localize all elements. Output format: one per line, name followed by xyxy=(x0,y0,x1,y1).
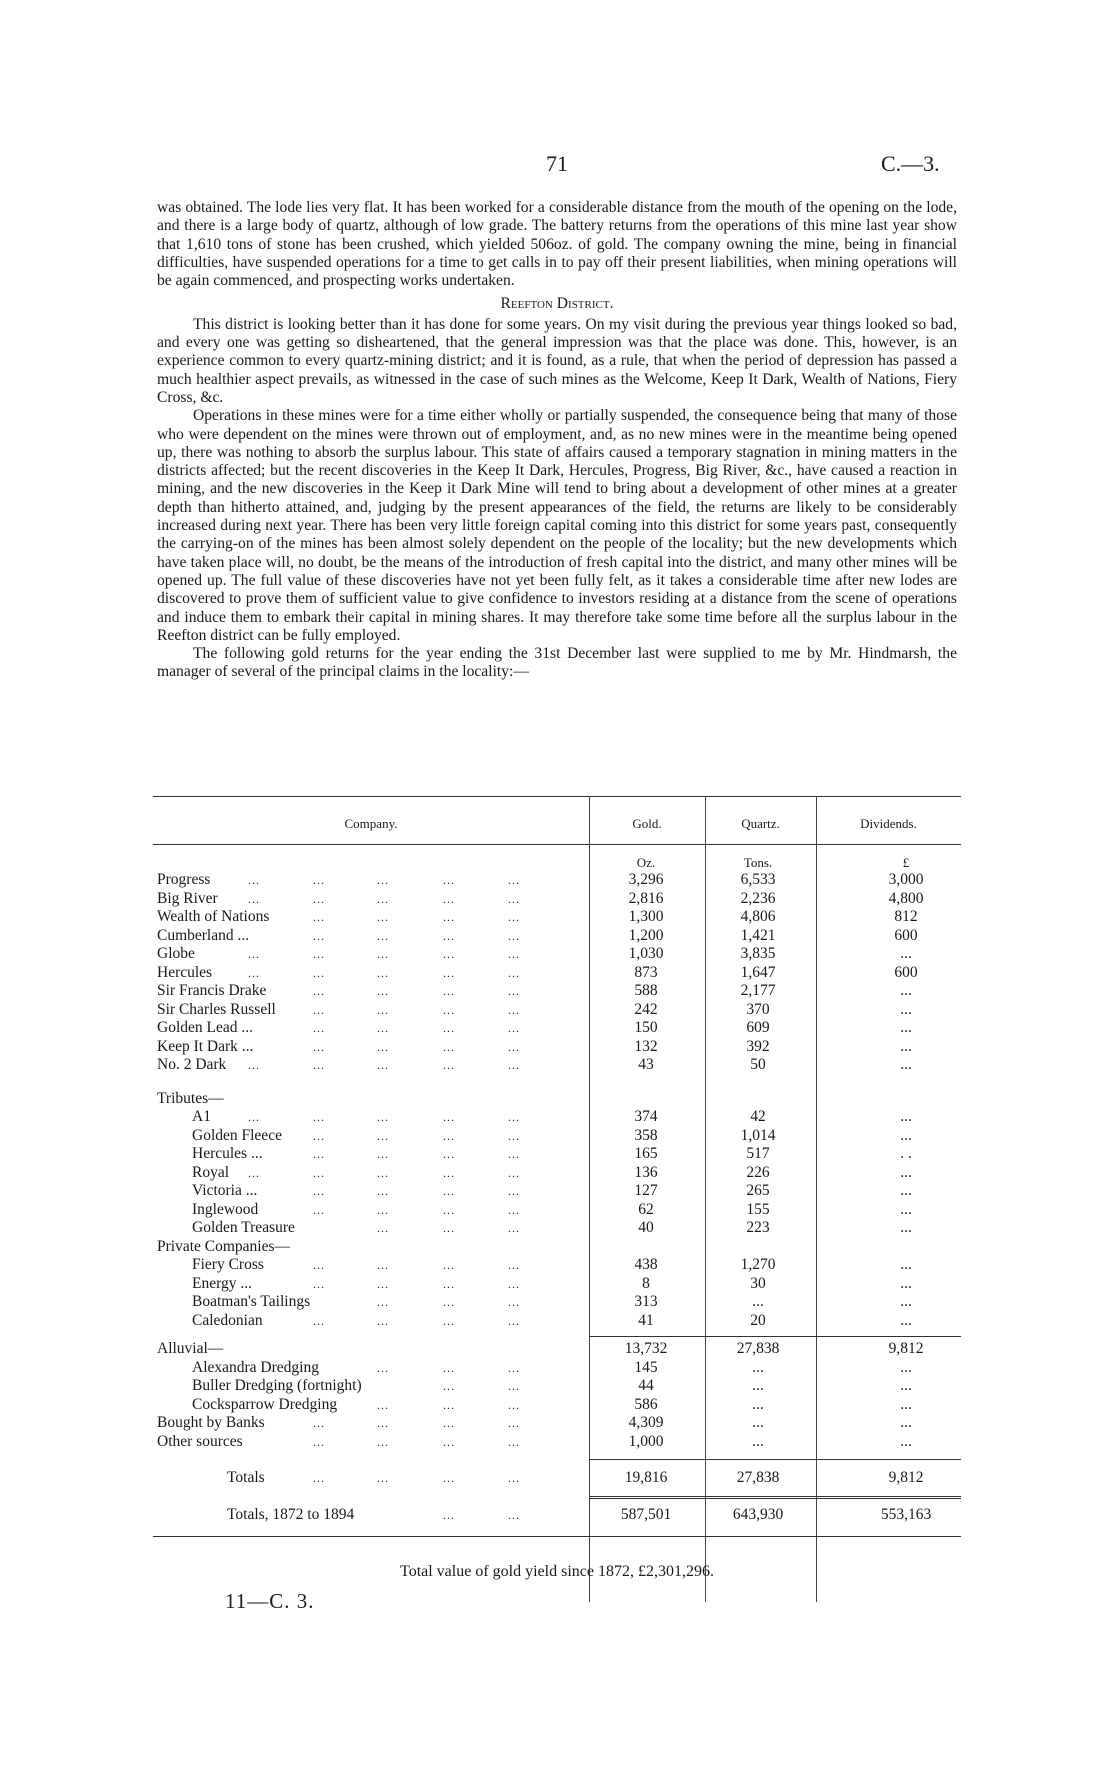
table-row: Energy ... ... ... ... ... 8 30 ... xyxy=(153,1275,961,1294)
gold-cell: 127 xyxy=(634,1182,658,1199)
gold-cell: 1,000 xyxy=(628,1432,664,1450)
gold-cell: 40 xyxy=(638,1219,654,1236)
quartz-cell: 6,533 xyxy=(740,871,776,888)
row-label: Totals xyxy=(227,1469,265,1486)
gold-cell: 873 xyxy=(634,963,658,981)
units-row xyxy=(153,854,961,873)
row-label: Private Companies— xyxy=(157,1237,291,1255)
gold-cell: 41 xyxy=(638,1311,654,1329)
row-label: Golden Lead ... xyxy=(157,1019,253,1036)
dividends-cell: 3,000 xyxy=(888,871,924,888)
row-label: Hercules xyxy=(157,963,213,981)
dividends-cell: ... xyxy=(900,1037,912,1055)
row-label: Golden Fleece xyxy=(192,1126,282,1144)
rule-line xyxy=(589,1498,961,1499)
table-row: Royal ... ... ... ... ... 136 226 ... xyxy=(153,1164,961,1183)
dividends-cell: ... xyxy=(900,1311,912,1329)
paragraph: Operations in these mines were for a time either wholly or partially suspended, the consequence being that many of those who were dependent on the mines were thrown out of employment, and, as no new mines were in the meantime being opened up, there was nothing to absorb the surplus labour. This state of affairs caused a temporary stagnation in mining matters in the districts affected; but the recent discoveries in the Keep It Dark, Hercules, Progress, Big River, &c., have caused a reaction in mining, and the new discoveries in the Keep it Dark Mine will tend to bring about a development of other mines at a greater depth than hitherto attained, and, judging by the present appearances of the field, the returns are likely to be considerably increased during next year. There has been very little foreign capital coming into this district for some years past, consequently the carrying-on of the mines has been almost solely dependent on the people of the locality; but the new developments which have taken place will, no doubt, be the means of the introduction of fresh capital into the district, and many other mines will be opened up. The full value of these discoveries have not yet been fully felt, as it takes a considerable time after new lodes are discovered to prove them of sufficient value to give confidence to investors residing at a distance from the scene of operations and induce them to embark their capital in mining shares. It may therefore take some time before all the surplus labour in the Reefton district can be fully employed. xyxy=(157,407,957,644)
table-row: Progress ... ... ... ... ... 3,296 6,533 3,000 xyxy=(153,871,961,890)
row-label: Cumberland ... xyxy=(157,926,250,944)
gold-cell: 62 xyxy=(638,1200,654,1218)
dividends-cell: ... xyxy=(900,945,912,962)
gold-cell: 4,309 xyxy=(628,1414,664,1431)
dividends-cell: 4,800 xyxy=(888,889,924,907)
row-label: Alluvial— xyxy=(157,1340,224,1357)
gold-cell: 242 xyxy=(634,1000,658,1018)
quartz-cell: 2,177 xyxy=(740,982,776,999)
gold-cell: 136 xyxy=(634,1163,658,1181)
table-row: Boatman's Tailings ... ... ... 313 ... ... xyxy=(153,1293,961,1312)
body-text xyxy=(157,199,957,682)
row-label: Big River xyxy=(157,889,218,907)
quartz-cell: 223 xyxy=(746,1219,770,1236)
row-label: Cocksparrow Dredging xyxy=(192,1395,338,1413)
table-row: Golden Fleece ... ... ... ... 358 1,014 ... xyxy=(153,1127,961,1146)
quartz-cell: 1,421 xyxy=(740,926,776,944)
paragraph: This district is looking better than it has done for some years. On my visit during the previous year things looked so bad, and every one was getting so disheartened, that the general impression was that the place was done. This, however, is an experience common to every quartz-mining district; and it is found, as a rule, that when the period of depression has passed a much healthier aspect prevails, as witnessed in the case of such mines as the Welcome, Keep It Dark, Wealth of Nations, Fiery Cross, &c. xyxy=(157,315,957,406)
table-row: Cumberland ... ... ... ... ... 1,200 1,421 600 xyxy=(153,927,961,946)
dividends-cell: . . xyxy=(900,1145,912,1162)
row-label: Inglewood xyxy=(192,1200,259,1218)
row-label: Alexandra Dredging xyxy=(192,1358,319,1376)
row-label: Hercules ... xyxy=(192,1145,263,1162)
dividends-cell: 600 xyxy=(894,926,918,944)
table-row: Keep It Dark ... ... ... ... ... 132 392 ... xyxy=(153,1038,961,1057)
quartz-cell: 27,838 xyxy=(736,1469,780,1486)
table-row: Sir Francis Drake ... ... ... ... 588 2,177 ... xyxy=(153,982,961,1001)
table-row: Totals ... ... ... ... 19,816 27,838 9,812 xyxy=(153,1469,961,1488)
table-row: Other sources ... ... ... ... 1,000 ... ... xyxy=(153,1433,961,1452)
quartz-cell: 20 xyxy=(750,1311,766,1329)
header-company: Company. xyxy=(344,816,398,831)
dividends-cell: ... xyxy=(900,1200,912,1218)
gold-cell: 132 xyxy=(634,1037,658,1055)
quartz-cell: 643,930 xyxy=(732,1505,784,1523)
table-row: Big River ... ... ... ... ... 2,816 2,236 4,800 xyxy=(153,890,961,909)
gold-cell: 43 xyxy=(638,1056,654,1073)
dividends-cell: 553,163 xyxy=(880,1505,932,1523)
quartz-cell: 392 xyxy=(746,1037,770,1055)
row-label: Tributes— xyxy=(157,1089,224,1107)
row-label: Victoria ... xyxy=(192,1182,258,1199)
row-label: Royal xyxy=(192,1163,230,1181)
quartz-cell: ... xyxy=(752,1293,764,1310)
table-row xyxy=(153,1090,961,1109)
quartz-cell: 226 xyxy=(746,1163,770,1181)
page-number: 71 xyxy=(546,151,568,176)
quartz-cell: 27,838 xyxy=(736,1340,780,1357)
dividends-cell: ... xyxy=(900,982,912,999)
dividends-cell: ... xyxy=(900,1274,912,1292)
quartz-cell: ... xyxy=(752,1414,764,1431)
row-label: Energy ... xyxy=(192,1274,252,1292)
gold-cell: 587,501 xyxy=(620,1505,672,1523)
table-row: Totals, 1872 to 1894 ... ... 587,501 643,930 553,163 xyxy=(153,1506,961,1525)
rule-line xyxy=(589,1336,961,1337)
dividends-cell: ... xyxy=(900,1219,912,1236)
dividends-cell: 9,812 xyxy=(888,1469,924,1486)
footer-total-value: Total value of gold yield since 1872, £2,301,296. xyxy=(400,1563,714,1580)
dividends-cell: ... xyxy=(900,1256,912,1273)
quartz-cell: 4,806 xyxy=(740,908,776,925)
quartz-cell: 265 xyxy=(746,1182,770,1199)
quartz-cell: 42 xyxy=(750,1108,766,1125)
dividends-cell: ... xyxy=(900,1395,912,1413)
table-row: Sir Charles Russell ... ... ... ... 242 370 ... xyxy=(153,1001,961,1020)
header-dividends: Dividends. xyxy=(860,816,917,831)
table-row: Inglewood ... ... ... ... 62 155 ... xyxy=(153,1201,961,1220)
row-label: Buller Dredging (fortnight) xyxy=(192,1377,362,1394)
table-row: Globe ... ... ... ... ... 1,030 3,835 ... xyxy=(153,945,961,964)
table-row: No. 2 Dark ... ... ... ... ... 43 50 ... xyxy=(153,1056,961,1075)
gold-cell: 358 xyxy=(634,1126,658,1144)
row-label: Wealth of Nations xyxy=(157,908,270,925)
table-row: Bought by Banks ... ... ... ... 4,309 ... ... xyxy=(153,1414,961,1433)
quartz-cell: 370 xyxy=(746,1000,770,1018)
dividends-cell: ... xyxy=(900,1163,912,1181)
table-row: Golden Treasure ... ... ... 40 223 ... xyxy=(153,1219,961,1238)
gold-cell: 1,030 xyxy=(628,945,664,962)
quartz-cell: 517 xyxy=(746,1145,770,1162)
row-label: A1 xyxy=(192,1108,211,1125)
quartz-cell: ... xyxy=(752,1358,764,1376)
quartz-cell: 30 xyxy=(750,1274,766,1292)
dividends-cell: ... xyxy=(900,1056,912,1073)
quartz-unit: Tons. xyxy=(743,855,773,870)
quartz-cell: 155 xyxy=(746,1200,770,1218)
row-label: Boatman's Tailings xyxy=(192,1293,311,1310)
gold-cell: 145 xyxy=(634,1358,658,1376)
quartz-cell: 2,236 xyxy=(740,889,776,907)
dividends-cell: ... xyxy=(900,1293,912,1310)
gold-cell: 374 xyxy=(634,1108,658,1125)
dividends-cell: 600 xyxy=(894,963,918,981)
table-row: Hercules ... ... ... ... ... 873 1,647 600 xyxy=(153,964,961,983)
table-row: Victoria ... ... ... ... ... 127 265 ... xyxy=(153,1182,961,1201)
row-label: Sir Charles Russell xyxy=(157,1000,276,1018)
section-heading: Reefton District. xyxy=(500,295,614,313)
quartz-cell: 1,270 xyxy=(740,1256,776,1273)
gold-unit: Oz. xyxy=(636,855,656,870)
dividends-unit: £ xyxy=(902,855,910,870)
paragraph: The following gold returns for the year ending the 31st December last were supplied to me by Mr. Hindmarsh, the manager of several of the principal claims in the locality:— xyxy=(157,645,957,681)
quartz-cell: ... xyxy=(752,1432,764,1450)
header-gold: Gold. xyxy=(632,816,662,831)
row-label: Bought by Banks xyxy=(157,1414,265,1431)
dividends-cell: ... xyxy=(900,1000,912,1018)
table-row: Alexandra Dredging ... ... ... 145 ... ... xyxy=(153,1359,961,1378)
table-row: Hercules ... ... ... ... ... 165 517 . . xyxy=(153,1145,961,1164)
row-label: No. 2 Dark xyxy=(157,1056,227,1073)
dividends-cell: ... xyxy=(900,1432,912,1450)
dividends-cell: 9,812 xyxy=(888,1340,924,1357)
rule-line xyxy=(589,1459,961,1460)
row-label: Other sources xyxy=(157,1432,243,1450)
gold-cell: 438 xyxy=(634,1256,658,1273)
row-label: Caledonian xyxy=(192,1311,263,1329)
quartz-cell: 3,835 xyxy=(740,945,776,962)
gold-cell: 19,816 xyxy=(624,1469,668,1486)
quartz-cell: 1,647 xyxy=(740,963,776,981)
gold-cell: 3,296 xyxy=(628,871,664,888)
paragraph: was obtained. The lode lies very flat. It has been worked for a considerable distance from the mouth of the opening on the lode, and there is a large body of quartz, although of low grade. The battery returns from the operations of this mine last year show that 1,610 tons of stone has been crushed, which yielded 506oz. of gold. The company owning the mine, being in financial difficulties, have suspended operations for a time to get calls in to pay off their present liabilities, when mining operations will be again commenced, and prospecting works undertaken. xyxy=(157,199,957,290)
dividends-cell: ... xyxy=(900,1108,912,1125)
gold-cell: 8 xyxy=(642,1274,650,1292)
gold-cell: 1,200 xyxy=(628,926,664,944)
table-row: Fiery Cross ... ... ... ... 438 1,270 ... xyxy=(153,1256,961,1275)
gold-cell: 165 xyxy=(634,1145,658,1162)
gold-cell: 1,300 xyxy=(628,908,664,925)
gold-cell: 150 xyxy=(634,1019,658,1036)
dividends-cell: ... xyxy=(900,1182,912,1199)
dividends-cell: ... xyxy=(900,1019,912,1036)
gold-cell: 586 xyxy=(634,1395,658,1413)
dividends-cell: ... xyxy=(900,1377,912,1394)
header-quartz: Quartz. xyxy=(741,816,780,831)
quartz-cell: 609 xyxy=(746,1019,770,1036)
row-label: Globe xyxy=(157,945,195,962)
gold-cell: 44 xyxy=(638,1377,654,1394)
dividends-cell: ... xyxy=(900,1126,912,1144)
quartz-cell: ... xyxy=(752,1377,764,1394)
gold-cell: 313 xyxy=(634,1293,658,1310)
row-label: Keep It Dark ... xyxy=(157,1037,254,1055)
table-row: Golden Lead ... ... ... ... ... 150 609 ... xyxy=(153,1019,961,1038)
table-row: Buller Dredging (fortnight) ... ... 44 ... ... xyxy=(153,1377,961,1396)
table-row: Caledonian ... ... ... ... 41 20 ... xyxy=(153,1312,961,1331)
dividends-cell: ... xyxy=(900,1358,912,1376)
rule-line xyxy=(589,1496,961,1497)
rule-line xyxy=(153,1536,961,1537)
row-label: Golden Treasure xyxy=(192,1219,295,1236)
document-reference: C.—3. xyxy=(881,151,940,176)
gold-cell: 13,732 xyxy=(624,1340,668,1357)
table-row xyxy=(153,1238,961,1257)
table-row xyxy=(153,1340,961,1359)
gold-cell: 588 xyxy=(634,982,658,999)
table-row: Wealth of Nations ... ... ... ... 1,300 4,806 812 xyxy=(153,908,961,927)
signature-mark: 11—C. 3. xyxy=(225,1589,315,1613)
table-row: A1 ... ... ... ... ... 374 42 ... xyxy=(153,1108,961,1127)
row-label: Fiery Cross xyxy=(192,1256,264,1273)
dividends-cell: 812 xyxy=(894,908,918,925)
row-label: Totals, 1872 to 1894 xyxy=(227,1505,355,1523)
row-label: Progress xyxy=(157,871,211,888)
table-row: Cocksparrow Dredging ... ... ... 586 ... ... xyxy=(153,1396,961,1415)
quartz-cell: 1,014 xyxy=(740,1126,776,1144)
quartz-cell: ... xyxy=(752,1395,764,1413)
quartz-cell: 50 xyxy=(750,1056,766,1073)
gold-cell: 2,816 xyxy=(628,889,664,907)
dividends-cell: ... xyxy=(900,1414,912,1431)
row-label: Sir Francis Drake xyxy=(157,982,267,999)
